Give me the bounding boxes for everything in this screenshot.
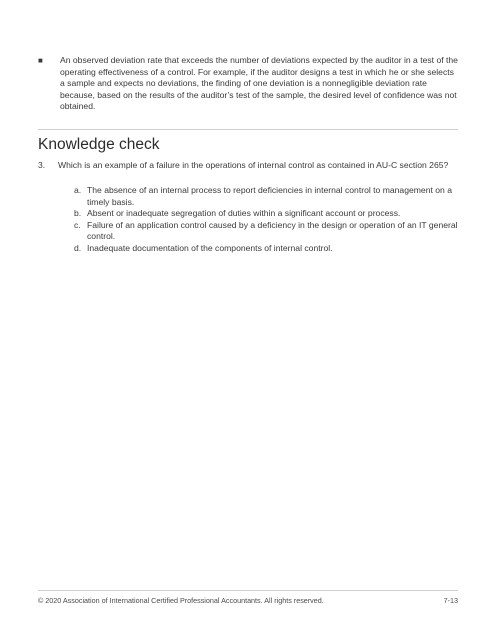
- option-text: Inadequate documentation of the components of internal control.: [87, 242, 333, 253]
- page-footer: [38, 596, 458, 605]
- square-bullet-icon: ■: [38, 56, 43, 65]
- answer-option-d: [74, 243, 458, 255]
- option-letter: d.: [74, 242, 82, 253]
- option-text: Failure of an application control caused by a deficiency in the design or operation of an IT general control.: [87, 219, 458, 242]
- question-number: 3.: [38, 160, 46, 170]
- page-number: 7-13: [443, 596, 458, 605]
- answer-option-b: [74, 208, 458, 220]
- answer-options: [74, 185, 458, 255]
- question-text: Which is an example of a failure in the operations of internal control as contained in AU-C section 265?: [58, 160, 449, 170]
- footer-divider: [38, 590, 458, 591]
- answer-option-a: [74, 185, 458, 208]
- bullet-text: An observed deviation rate that exceeds the number of deviations expected by the auditor in a test of the operating effectiveness of a control. For example, if the auditor designs a test in which he or she selects a sample and expects no deviations, the finding of one deviation is a nonnegligible deviation rate because, based on the results of the auditor’s test of the sample, the desired level of confidence was not obtained.: [60, 55, 458, 112]
- option-text: Absent or inadequate segregation of duties within a significant account or process.: [87, 208, 401, 219]
- option-letter: c.: [74, 219, 81, 230]
- option-text: The absence of an internal process to report deficiencies in internal control to management on a timely basis.: [87, 185, 452, 207]
- bullet-paragraph: [38, 55, 458, 113]
- section-divider-top: [38, 129, 458, 130]
- option-letter: a.: [74, 185, 82, 195]
- section-heading: Knowledge check: [38, 136, 160, 153]
- answer-option-c: [74, 220, 458, 243]
- footer-copyright: © 2020 Association of International Certified Professional Accountants. All rights reserved.: [38, 596, 324, 605]
- option-letter: b.: [74, 208, 82, 219]
- question: [38, 160, 458, 172]
